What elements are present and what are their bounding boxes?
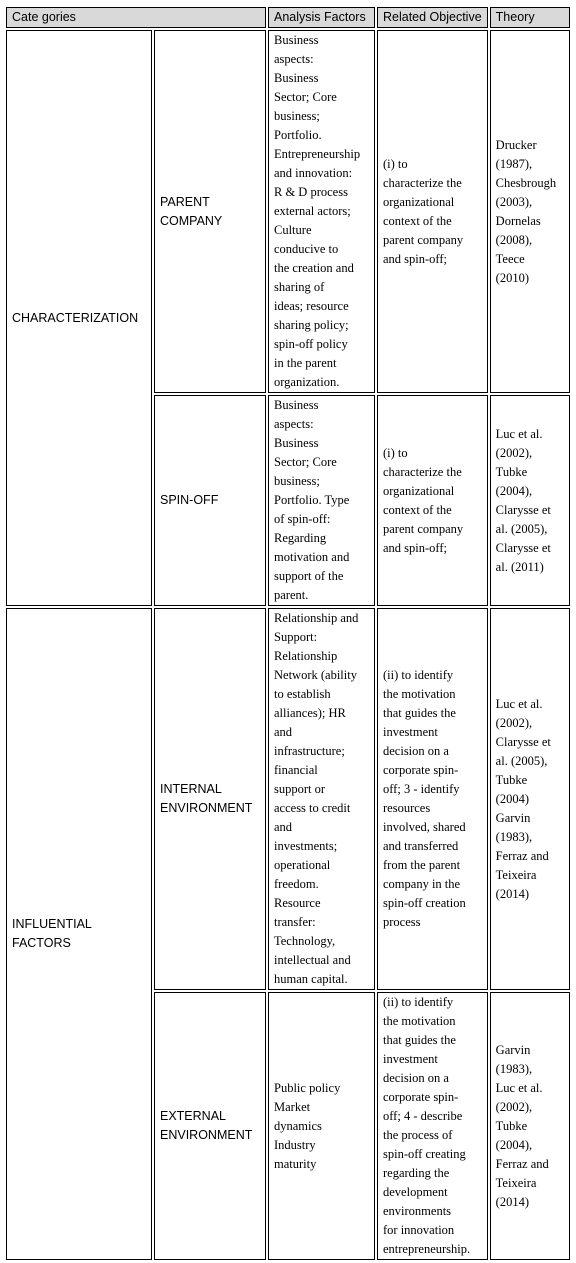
cell-line: dynamics [274, 1118, 322, 1133]
cell-line: the process of [383, 1128, 453, 1142]
cell-line: Business [274, 398, 319, 412]
related-objective-cell [377, 608, 488, 990]
related-objective-cell [377, 395, 488, 606]
header-row [6, 7, 570, 28]
cell-line: and spin-off; [383, 251, 447, 266]
cell-line: EXTERNAL [160, 1109, 226, 1123]
cell-line: Ferraz and [495, 848, 549, 863]
cell-line: (2008), [495, 232, 533, 247]
cell-line: (ii) to identify [383, 995, 454, 1009]
cell-line: organizational [383, 194, 455, 209]
analysis-factors-cell [268, 30, 375, 393]
cell-line: (2002), [495, 1099, 533, 1114]
cell-line: motivation and [274, 550, 350, 564]
header-categories: Cate gories [6, 7, 266, 28]
cell-line: the motivation [383, 687, 456, 701]
cell-line: investment [383, 725, 438, 739]
cell-line: Business [274, 71, 319, 85]
cell-line: Tubke [495, 772, 528, 787]
theory-cell [490, 992, 570, 1260]
cell-line: ENVIRONMENT [160, 1128, 253, 1142]
cell-line: regarding the [383, 1166, 450, 1180]
cell-line: Portfolio. [274, 128, 322, 142]
cell-line: parent. [274, 588, 309, 602]
cell-line: decision on a [383, 1071, 449, 1085]
related-objective-cell [377, 992, 488, 1260]
cell-line: corporate spin- [383, 763, 459, 777]
cell-line: characterize the [383, 464, 462, 479]
cell-line: investments; [274, 839, 338, 853]
cell-line: aspects: [274, 417, 314, 431]
cell-line: entrepreneurship. [383, 1242, 471, 1256]
cell-line: ideas; resource [274, 299, 349, 313]
cell-line: Luc et al. [495, 696, 543, 711]
cell-line: Sector; Core [274, 455, 337, 469]
table-row [6, 608, 570, 990]
cell-line: external actors; [274, 204, 351, 218]
cell-line: off; 4 - describe [383, 1109, 463, 1123]
cell-line: business; [274, 474, 320, 488]
document-page [4, 5, 572, 1262]
cell-line: investment [383, 1052, 438, 1066]
cell-line: human capital. [274, 972, 348, 986]
cell-line: that guides the [383, 1033, 456, 1047]
cell-line: INTERNAL [160, 782, 222, 796]
cell-line: SPIN-OFF [160, 493, 219, 507]
cell-line: involved, shared [383, 820, 466, 834]
cell-line: al. (2005), [495, 753, 548, 768]
cell-line: Business [274, 33, 319, 47]
cell-line: (2014) [495, 1194, 529, 1209]
cell-line: environments [383, 1204, 452, 1218]
cell-line: spin-off creating [383, 1147, 466, 1161]
header-theory: Theory [490, 7, 570, 28]
cell-line: Garvin [495, 1042, 531, 1057]
cell-line: to establish [274, 687, 331, 701]
cell-line: sharing of [274, 280, 325, 294]
cell-line: organizational [383, 483, 455, 498]
cell-line: PARENT [160, 194, 210, 209]
cell-line: and spin-off; [383, 540, 447, 555]
cell-line: sharing policy; [274, 318, 349, 332]
cell-line: Drucker [495, 137, 537, 152]
cell-line: transfer: [274, 915, 316, 929]
cell-line: Network (ability [274, 668, 357, 682]
cell-line: (2002), [495, 715, 533, 730]
cell-line: (2010) [495, 270, 529, 285]
cell-line: Relationship [274, 649, 338, 663]
cell-line: decision on a [383, 744, 449, 758]
cell-line: Sector; Core [274, 90, 337, 104]
category-influential-factors [6, 608, 152, 1260]
subcategory-cell [154, 30, 266, 393]
cell-line: in the parent [274, 356, 337, 370]
cell-line: development [383, 1185, 448, 1199]
cell-line: Tubke [495, 1118, 528, 1133]
cell-line: (1983), [495, 1061, 533, 1076]
cell-line: aspects: [274, 52, 314, 66]
cell-line: process [383, 915, 421, 929]
cell-line: (ii) to identify [383, 668, 454, 682]
cell-line: (2014) [495, 886, 529, 901]
cell-line: company in the [383, 877, 461, 891]
subcategory-cell [154, 608, 266, 990]
cell-line: spin-off policy [274, 337, 348, 351]
cell-line: access to credit [274, 801, 351, 815]
cell-line: Ferraz and [495, 1156, 549, 1171]
cell-line: parent company [383, 521, 464, 536]
cell-line: Dornelas [495, 213, 541, 228]
cell-line: Relationship and [274, 611, 359, 625]
analysis-factors-cell [268, 395, 375, 606]
cell-line: ENVIRONMENT [160, 801, 253, 815]
cell-line: Portfolio. Type [274, 493, 350, 507]
cell-line: Garvin [495, 810, 531, 825]
cell-line: parent company [383, 232, 464, 247]
cell-line: support or [274, 782, 326, 796]
header-related-objective: Related Objective [377, 7, 488, 28]
cell-line: Public policy [274, 1080, 341, 1095]
cell-line: maturity [274, 1156, 317, 1171]
cell-line: (1987), [495, 156, 533, 171]
cell-line: Business [274, 436, 319, 450]
cell-line: that guides the [383, 706, 456, 720]
cell-line: context of the [383, 502, 452, 517]
cell-line: Luc et al. [495, 1080, 543, 1095]
analysis-factors-cell [268, 608, 375, 990]
cell-line: Tubke [495, 464, 528, 479]
cell-line: (i) to [383, 445, 408, 460]
cell-line: of spin-off: [274, 512, 331, 526]
cell-line: characterize the [383, 175, 462, 190]
cell-line: off; 3 - identify [383, 782, 460, 796]
cell-line: (2004), [495, 483, 533, 498]
cell-line: the creation and [274, 261, 354, 275]
header-analysis-factors: Analysis Factors [268, 7, 375, 28]
cell-line: the motivation [383, 1014, 456, 1028]
cell-line: Industry [274, 1137, 316, 1152]
cell-line: support of the [274, 569, 344, 583]
cell-line: intellectual and [274, 953, 351, 967]
table-row [6, 30, 570, 393]
cell-line: Teixeira [495, 867, 537, 882]
cell-line: Clarysse et [495, 502, 551, 517]
cell-line: context of the [383, 213, 452, 228]
cell-line: spin-off creation [383, 896, 466, 910]
cell-line: Entrepreneurship [274, 147, 361, 161]
cell-line: (2004) [495, 791, 529, 806]
theory-cell [490, 395, 570, 606]
cell-line: alliances); HR [274, 706, 346, 720]
cell-line: Culture [274, 223, 312, 237]
cell-line: for innovation [383, 1223, 455, 1237]
cell-line: business; [274, 109, 320, 123]
cell-line: financial [274, 763, 318, 777]
cell-line: Teece [495, 251, 525, 266]
related-objective-cell [377, 30, 488, 393]
cell-line: Teixeira [495, 1175, 537, 1190]
cell-line: freedom. [274, 877, 319, 891]
category-characterization: CHARACTERIZATION [6, 30, 152, 606]
cell-line: al. (2005), [495, 521, 548, 536]
cell-line: and transferred [383, 839, 459, 853]
cell-line: (2003), [495, 194, 533, 209]
cell-line: Market [274, 1099, 311, 1114]
cell-line: and [274, 725, 293, 739]
cell-line: conducive to [274, 242, 339, 256]
subcategory-cell [154, 992, 266, 1260]
cell-line: (2002), [495, 445, 533, 460]
cell-line: and [274, 820, 293, 834]
cell-line: Chesbrough [495, 175, 557, 190]
analysis-table [4, 5, 572, 1262]
cell-line: Clarysse et [495, 540, 551, 555]
cell-line: Support: [274, 630, 318, 644]
cell-line: Resource [274, 896, 321, 910]
cell-line: Technology, [274, 934, 336, 948]
cell-line: resources [383, 801, 431, 815]
analysis-factors-cell [268, 992, 375, 1260]
cell-line: (i) to [383, 156, 408, 171]
cell-line: operational [274, 858, 331, 872]
cell-line: (2004), [495, 1137, 533, 1152]
subcategory-cell [154, 395, 266, 606]
category-influential-factors-label: INFLUENTIAL FACTORS [12, 917, 92, 950]
cell-line: Clarysse et [495, 734, 551, 749]
cell-line: al. (2011) [495, 559, 544, 574]
cell-line: and innovation: [274, 166, 353, 180]
cell-line: COMPANY [160, 213, 223, 228]
cell-line: R & D process [274, 185, 348, 199]
cell-line: Regarding [274, 531, 327, 545]
cell-line: from the parent [383, 858, 461, 872]
theory-cell [490, 30, 570, 393]
cell-line: corporate spin- [383, 1090, 459, 1104]
cell-line: organization. [274, 375, 340, 389]
cell-line: Luc et al. [495, 426, 543, 441]
cell-line: infrastructure; [274, 744, 345, 758]
cell-line: (1983), [495, 829, 533, 844]
theory-cell [490, 608, 570, 990]
